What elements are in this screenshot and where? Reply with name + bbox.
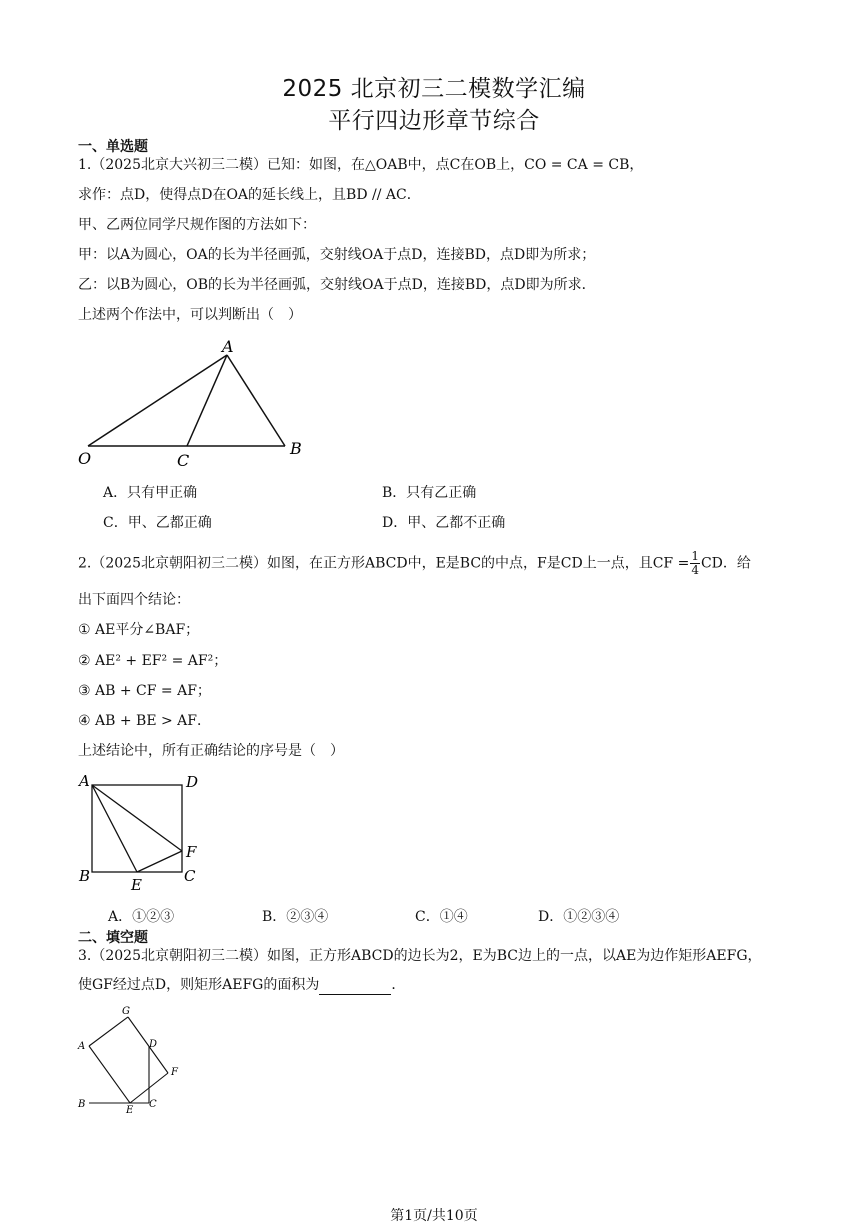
q2-option-b[interactable]: B．②③④ (262, 909, 329, 925)
section-heading-fill-in: 二、填空题 (78, 930, 148, 946)
q2-line-1-tail: CD．给 (700, 555, 751, 572)
q3-line-2-text: 使GF经过点D，则矩形AEFG的面积为 (78, 977, 320, 993)
q1-option-a[interactable]: A．只有甲正确 (103, 485, 198, 501)
q2-fraction-denominator: 4 (691, 563, 699, 577)
q2-conclusion-1: ① AE平分∠BAF； (78, 622, 200, 638)
q2-line-2: 出下面四个结论： (78, 592, 190, 608)
q2-label-a: A (79, 772, 90, 790)
q1-label-c: C (177, 451, 190, 470)
q1-label-o: O (78, 449, 92, 468)
page-footer: 第1页/共10页 (390, 1208, 478, 1224)
q2-label-e: E (131, 876, 142, 894)
document-subtitle: 平行四边形章节综合 (328, 108, 540, 134)
q2-label-b: B (79, 867, 91, 885)
q2-conclusion-4: ④ AB + BE > AF． (78, 713, 211, 729)
q1-line-1: 1.（2025北京大兴初三二模）已知：如图，在△OAB中，点C在OB上，CO = CA = CB， (78, 157, 644, 173)
q1-option-b[interactable]: B．只有乙正确 (382, 485, 477, 501)
q3-line-2-end: ． (391, 977, 406, 993)
q1-option-c[interactable]: C．甲、乙都正确 (103, 515, 212, 531)
q2-conclusion-3: ③ AB + CF = AF； (78, 683, 211, 699)
q2-option-a[interactable]: A．①②③ (108, 909, 175, 925)
q1-line-6: 上述两个作法中，可以判断出（ ） (78, 307, 302, 323)
q1-line-2: 求作：点D，使得点D在OA的延长线上，且BD // AC． (78, 187, 421, 203)
q3-label-g: G (122, 1006, 130, 1017)
q3-label-b: B (78, 1099, 86, 1110)
q2-conclusion-2: ② AE² + EF² = AF²； (78, 653, 228, 669)
q3-label-d: D (149, 1039, 158, 1050)
q3-label-f: F (171, 1067, 178, 1078)
q3-label-e: E (126, 1105, 134, 1116)
q2-option-c[interactable]: C．①④ (415, 909, 468, 925)
section-heading-single-choice: 一、单选题 (78, 139, 148, 155)
q2-label-d: D (186, 773, 199, 791)
q1-label-b: B (290, 439, 302, 458)
q3-label-c: C (149, 1099, 157, 1110)
q2-label-f: F (186, 843, 197, 861)
q2-fraction-numerator: 1 (691, 549, 699, 563)
q2-line-1-text: 2.（2025北京朝阳初三二模）如图，在正方形ABCD中，E是BC的中点，F是CD上一点，且CF = (78, 555, 690, 572)
q1-line-5: 乙：以B为圆心，OB的长为半径画弧，交射线OA于点D，连接BD，点D即为所求． (78, 277, 596, 293)
q2-label-c: C (184, 867, 196, 885)
q3-label-a: A (78, 1041, 86, 1052)
q2-option-d[interactable]: D．①②③④ (538, 909, 620, 925)
q1-line-4: 甲：以A为圆心，OA的长为半径画弧，交射线OA于点D，连接BD，点D即为所求； (78, 247, 596, 263)
q3-line-1: 3.（2025北京朝阳初三二模）如图，正方形ABCD的边长为2，E为BC边上的一点，以AE为边作矩形AEFG， (78, 948, 762, 964)
document-title: 2025 北京初三二模数学汇编 (282, 76, 586, 102)
q2-question-line: 上述结论中，所有正确结论的序号是（ ） (78, 743, 344, 759)
q1-label-a: A (222, 337, 234, 356)
q1-line-3: 甲、乙两位同学尺规作图的方法如下： (78, 217, 316, 233)
q1-option-d[interactable]: D．甲、乙都不正确 (382, 515, 506, 531)
